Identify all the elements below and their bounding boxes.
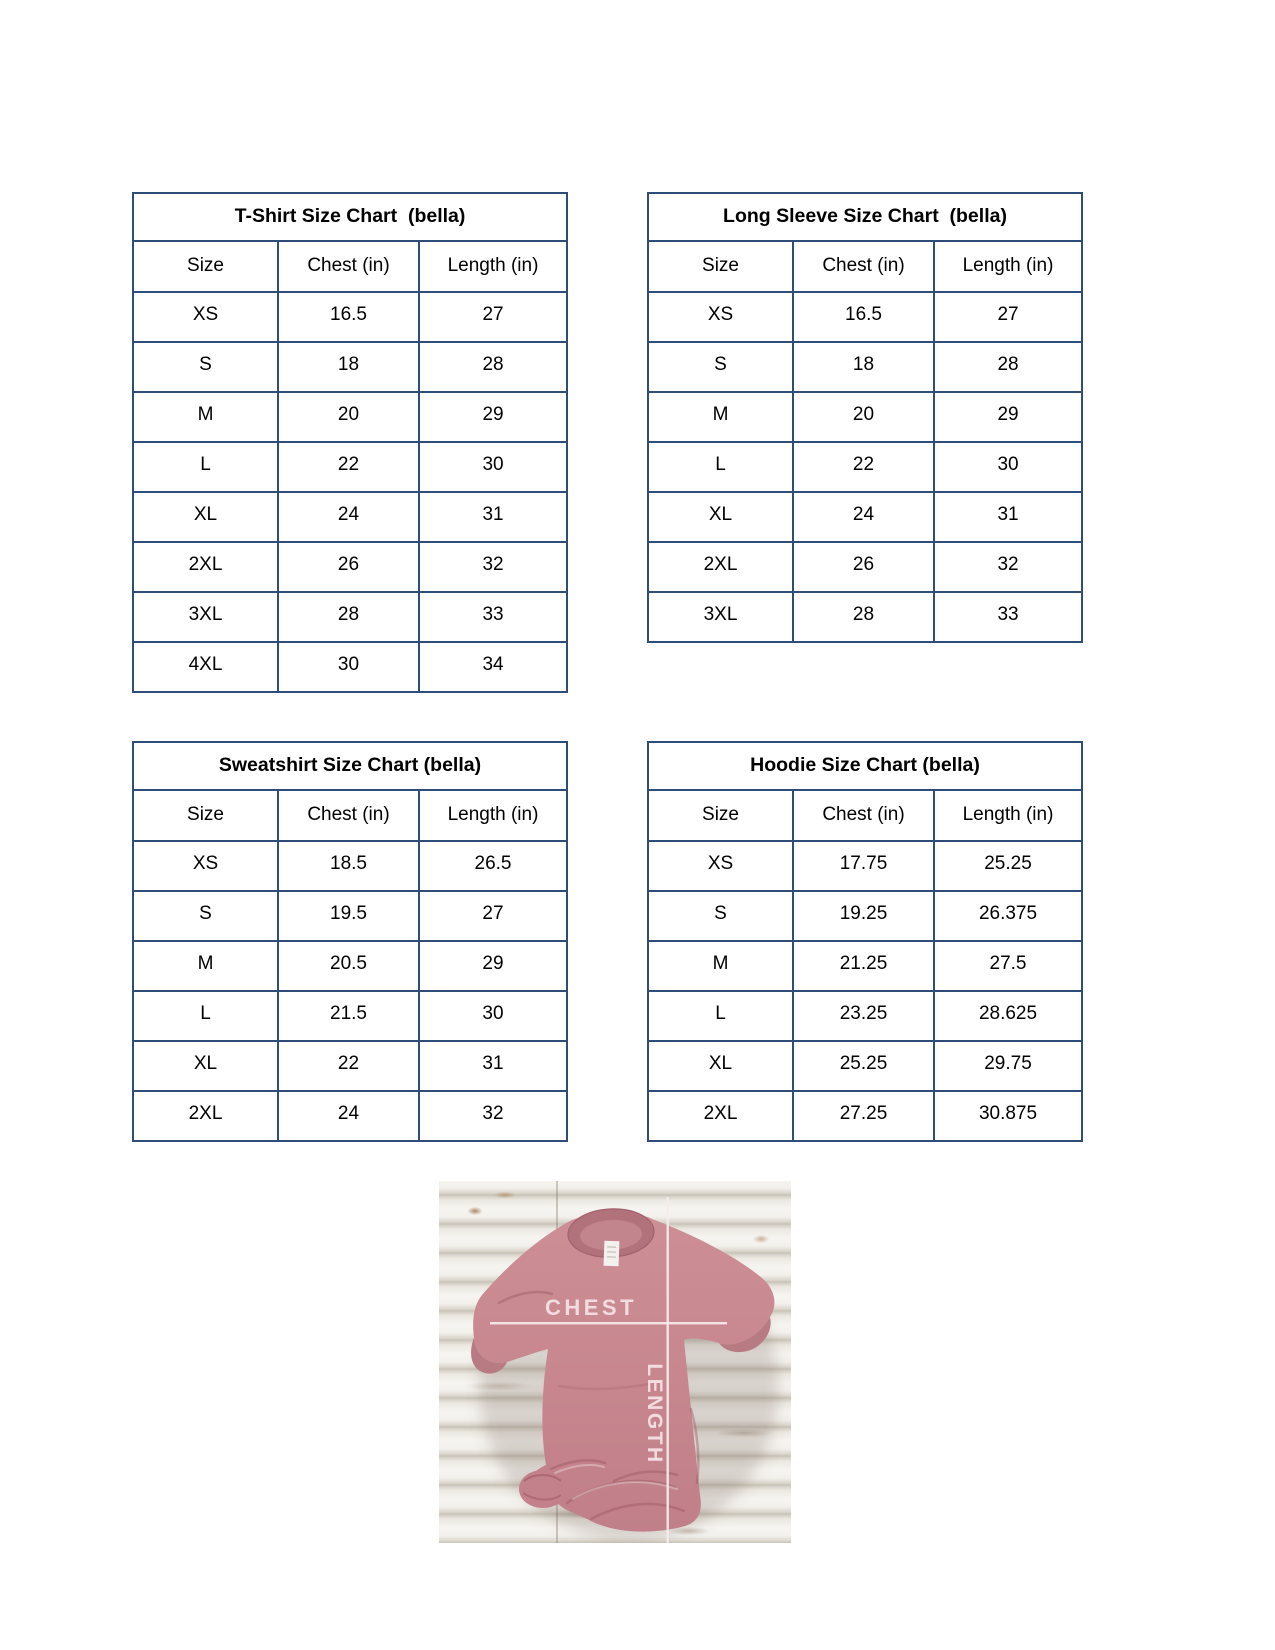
- table-row: [648, 1091, 1082, 1141]
- size-cell-chest: 19.25: [793, 891, 934, 941]
- size-cell-length: 27: [419, 292, 567, 342]
- size-cell-length: 30.875: [934, 1091, 1082, 1141]
- table-row: [648, 941, 1082, 991]
- chest-line: [490, 1322, 727, 1324]
- size-cell-chest: 16.5: [793, 292, 934, 342]
- table-row: [133, 1091, 567, 1141]
- size-cell-size: L: [648, 442, 793, 492]
- size-cell-length: 27: [419, 891, 567, 941]
- table-row: [648, 292, 1082, 342]
- size-cell-size: M: [133, 941, 278, 991]
- table-row: [133, 1041, 567, 1091]
- table-row: [133, 292, 567, 342]
- size-cell-chest: 17.75: [793, 841, 934, 891]
- size-cell-size: XS: [133, 292, 278, 342]
- size-cell-size: XS: [648, 841, 793, 891]
- neck-label: [604, 1241, 620, 1267]
- table-row: [133, 542, 567, 592]
- size-cell-length: 32: [419, 1091, 567, 1141]
- size-cell-length: 29: [419, 941, 567, 991]
- size-cell-chest: 19.5: [278, 891, 419, 941]
- size-cell-chest: 26: [793, 542, 934, 592]
- size-cell-size: XL: [133, 492, 278, 542]
- size-cell-chest: 30: [278, 642, 419, 692]
- size-cell-length: 28: [419, 342, 567, 392]
- size-table-longsleeve: [647, 192, 1083, 643]
- table-row: [648, 891, 1082, 941]
- chest-label: CHEST: [544, 1295, 638, 1320]
- size-cell-chest: 20: [278, 392, 419, 442]
- table-row: [648, 392, 1082, 442]
- size-cell-chest: 23.25: [793, 991, 934, 1041]
- size-table-tshirt: [132, 192, 568, 693]
- size-cell-chest: 18: [793, 342, 934, 392]
- table-row: [648, 1041, 1082, 1091]
- size-cell-length: 30: [419, 991, 567, 1041]
- size-cell-size: L: [133, 991, 278, 1041]
- length-label: LENGTH: [643, 1363, 666, 1465]
- table-row: [648, 442, 1082, 492]
- column-header-size: Size: [648, 241, 793, 292]
- table-row: [133, 991, 567, 1041]
- size-cell-size: S: [133, 342, 278, 392]
- size-cell-size: 3XL: [133, 592, 278, 642]
- column-header-chest: Chest (in): [793, 241, 934, 292]
- size-cell-chest: 28: [793, 592, 934, 642]
- size-table-longsleeve-slot: [647, 192, 1083, 643]
- size-cell-length: 29: [934, 392, 1082, 442]
- size-cell-chest: 27.25: [793, 1091, 934, 1141]
- size-cell-size: 2XL: [133, 542, 278, 592]
- size-cell-chest: 21.25: [793, 941, 934, 991]
- size-cell-size: L: [133, 442, 278, 492]
- size-cell-size: XL: [133, 1041, 278, 1091]
- size-cell-size: S: [648, 891, 793, 941]
- table-row: [133, 592, 567, 642]
- size-cell-chest: 20: [793, 392, 934, 442]
- table-row: [133, 891, 567, 941]
- size-cell-size: M: [133, 392, 278, 442]
- size-cell-size: L: [648, 991, 793, 1041]
- size-cell-length: 33: [419, 592, 567, 642]
- size-cell-length: 27.5: [934, 941, 1082, 991]
- size-cell-length: 26.375: [934, 891, 1082, 941]
- table-row: [648, 991, 1082, 1041]
- size-cell-length: 27: [934, 292, 1082, 342]
- column-header-length: Length (in): [934, 241, 1082, 292]
- size-cell-size: 2XL: [648, 542, 793, 592]
- table-row: [133, 941, 567, 991]
- size-cell-chest: 20.5: [278, 941, 419, 991]
- table-title: Hoodie Size Chart (bella): [648, 742, 1082, 790]
- size-table-hoodie: [647, 741, 1083, 1142]
- size-cell-length: 29: [419, 392, 567, 442]
- size-cell-chest: 25.25: [793, 1041, 934, 1091]
- column-header-size: Size: [133, 241, 278, 292]
- table-row: [133, 492, 567, 542]
- size-cell-chest: 22: [278, 442, 419, 492]
- size-cell-chest: 18.5: [278, 841, 419, 891]
- size-cell-length: 33: [934, 592, 1082, 642]
- size-cell-length: 31: [419, 1041, 567, 1091]
- size-cell-length: 31: [934, 492, 1082, 542]
- size-cell-length: 25.25: [934, 841, 1082, 891]
- size-cell-chest: 21.5: [278, 991, 419, 1041]
- column-header-length: Length (in): [419, 790, 567, 841]
- size-cell-length: 32: [934, 542, 1082, 592]
- size-cell-size: XS: [648, 292, 793, 342]
- size-cell-size: XL: [648, 1041, 793, 1091]
- size-cell-size: M: [648, 392, 793, 442]
- size-cell-length: 26.5: [419, 841, 567, 891]
- size-cell-size: S: [133, 891, 278, 941]
- size-cell-size: S: [648, 342, 793, 392]
- size-cell-size: XL: [648, 492, 793, 542]
- table-row: [133, 342, 567, 392]
- size-cell-size: 3XL: [648, 592, 793, 642]
- size-table-hoodie-slot: [647, 741, 1083, 1142]
- size-cell-size: XS: [133, 841, 278, 891]
- size-cell-size: 2XL: [648, 1091, 793, 1141]
- table-row: [133, 392, 567, 442]
- size-table-tshirt-slot: [132, 192, 568, 693]
- column-header-chest: Chest (in): [278, 241, 419, 292]
- size-cell-length: 30: [934, 442, 1082, 492]
- size-cell-chest: 16.5: [278, 292, 419, 342]
- tshirt-image: [439, 1181, 791, 1543]
- size-cell-chest: 18: [278, 342, 419, 392]
- table-row: [133, 841, 567, 891]
- size-cell-length: 28: [934, 342, 1082, 392]
- size-cell-chest: 22: [278, 1041, 419, 1091]
- column-header-length: Length (in): [934, 790, 1082, 841]
- table-row: [648, 342, 1082, 392]
- size-table-sweatshirt: [132, 741, 568, 1142]
- table-title: T-Shirt Size Chart (bella): [133, 193, 567, 241]
- size-cell-length: 31: [419, 492, 567, 542]
- size-cell-size: M: [648, 941, 793, 991]
- hem-knot: [519, 1470, 565, 1508]
- table-row: [133, 642, 567, 692]
- size-cell-chest: 24: [278, 492, 419, 542]
- column-header-size: Size: [648, 790, 793, 841]
- table-row: [133, 442, 567, 492]
- table-row: [648, 841, 1082, 891]
- size-cell-chest: 24: [278, 1091, 419, 1141]
- table-row: [648, 492, 1082, 542]
- table-title: Long Sleeve Size Chart (bella): [648, 193, 1082, 241]
- table-row: [648, 592, 1082, 642]
- table-row: [648, 542, 1082, 592]
- size-cell-length: 29.75: [934, 1041, 1082, 1091]
- column-header-length: Length (in): [419, 241, 567, 292]
- size-cell-chest: 24: [793, 492, 934, 542]
- size-cell-chest: 26: [278, 542, 419, 592]
- size-cell-chest: 28: [278, 592, 419, 642]
- size-cell-length: 30: [419, 442, 567, 492]
- size-cell-size: 2XL: [133, 1091, 278, 1141]
- product-photo: [439, 1181, 791, 1543]
- size-table-sweatshirt-slot: [132, 741, 568, 1142]
- size-cell-size: 4XL: [133, 642, 278, 692]
- size-cell-length: 28.625: [934, 991, 1082, 1041]
- table-title: Sweatshirt Size Chart (bella): [133, 742, 567, 790]
- size-cell-chest: 22: [793, 442, 934, 492]
- column-header-size: Size: [133, 790, 278, 841]
- column-header-chest: Chest (in): [278, 790, 419, 841]
- size-cell-length: 34: [419, 642, 567, 692]
- size-cell-length: 32: [419, 542, 567, 592]
- column-header-chest: Chest (in): [793, 790, 934, 841]
